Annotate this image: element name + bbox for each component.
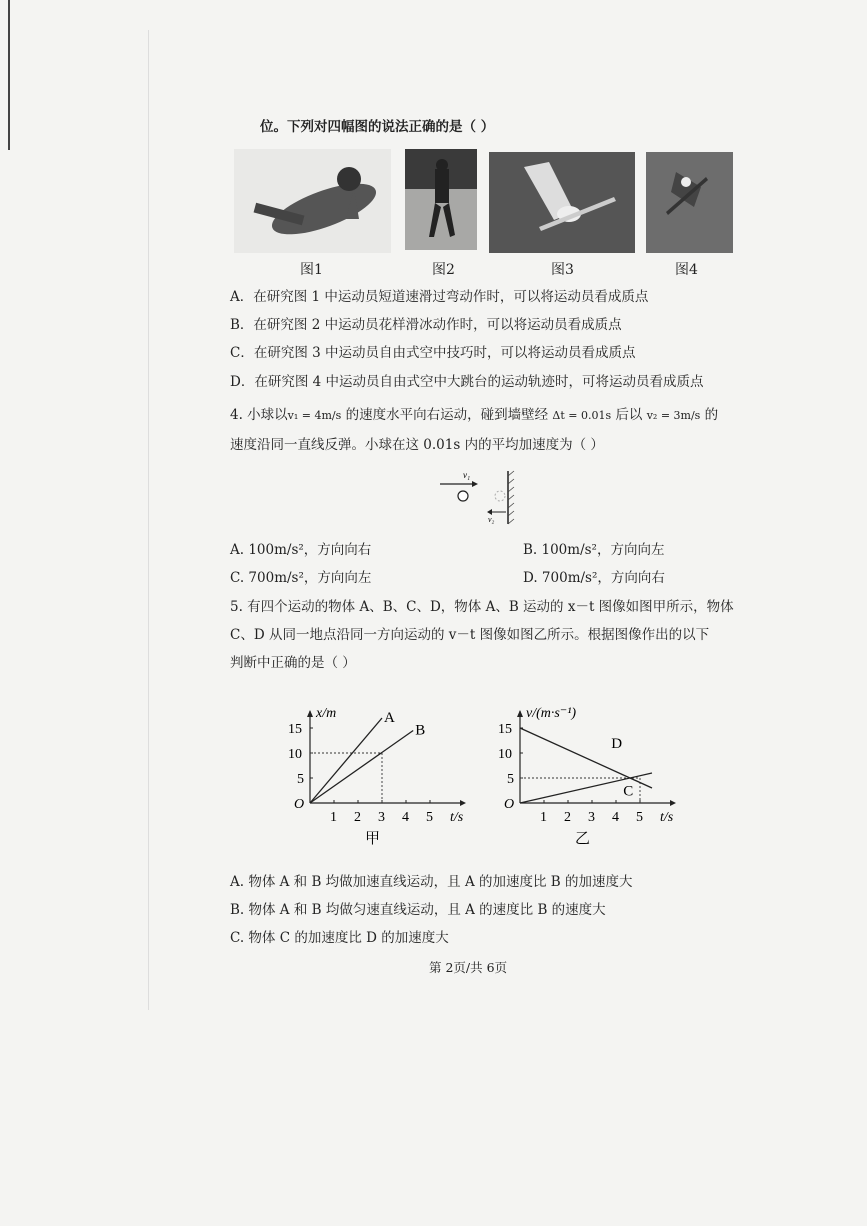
x-tick-label: 5	[426, 810, 433, 825]
x-tick-label: 3	[588, 810, 595, 825]
q4-option-b: B. 100m/s²，方向向左	[523, 542, 665, 558]
y-tick-label: 15	[498, 722, 512, 737]
q4-v1-formula: v₁ = 4m/s	[287, 409, 342, 422]
q3-option-b: B．在研究图 2 中运动员花样滑冰动作时，可以将运动员看成质点	[230, 317, 622, 333]
q3-option-d: D．在研究图 4 中运动员自由式空中大跳台的运动轨迹时，可将运动员看成质点	[230, 374, 704, 390]
q3-option-c: C．在研究图 3 中运动员自由式空中技巧时，可以将运动员看成质点	[230, 345, 636, 361]
y-axis-label: x/m	[316, 706, 337, 721]
q4-option-c: C. 700m/s²，方向向左	[230, 570, 372, 586]
series-line-d	[520, 728, 652, 788]
x-tick-label: 3	[378, 810, 385, 825]
q4-text-a: 4. 小球以	[230, 407, 288, 423]
figure-4-photo	[646, 152, 733, 253]
question-intro: 位。下列对四幅图的说法正确的是（ ）	[260, 119, 495, 135]
q4-option-d: D. 700m/s²，方向向右	[523, 570, 665, 586]
chart-caption: 甲	[365, 831, 381, 847]
chart-jia	[280, 698, 480, 868]
y-axis-arrow	[517, 710, 523, 717]
q5-line-1: 5. 有四个运动的物体 A、B、C、D，物体 A、B 运动的 x－t 图像如图甲所示，物体	[230, 599, 734, 615]
q5-line-2: C、D 从同一地点沿同一方向运动的 v－t 图像如图乙所示。根据图像作出的以下	[230, 627, 710, 643]
page-footer: 第 2页/共 6页	[429, 960, 508, 975]
x-axis-arrow	[670, 800, 676, 806]
q5-option-c: C. 物体 C 的加速度比 D 的加速度大	[230, 930, 449, 946]
v1-arrow-head	[472, 481, 478, 487]
origin-label: O	[504, 797, 515, 812]
aerial-skier-image	[489, 152, 635, 253]
figure-3-caption: 图3	[551, 262, 574, 278]
x-tick-label: 4	[402, 810, 409, 825]
x-axis-label: t/s	[660, 810, 674, 825]
margin-line	[148, 30, 149, 1010]
q4-line-1	[230, 406, 718, 425]
q5-line-3: 判断中正确的是（ ）	[230, 655, 356, 671]
v2-label: v₂	[488, 515, 495, 524]
chart-yi	[490, 698, 690, 868]
page-edge-shadow	[8, 0, 10, 150]
figure-1-photo	[234, 149, 391, 253]
figure-2-photo	[405, 149, 477, 250]
big-air-skier-image	[646, 152, 733, 253]
y-tick-label: 10	[498, 747, 512, 762]
y-tick-label: 15	[288, 722, 302, 737]
origin-label: O	[294, 797, 305, 812]
q4-line-2: 速度沿同一直线反弹。小球在这 0.01s 内的平均加速度为（ ）	[230, 437, 604, 453]
x-axis-arrow	[460, 800, 466, 806]
x-tick-label: 1	[330, 810, 337, 825]
skater-2-image	[405, 149, 477, 250]
q4-text-d: 的	[704, 407, 719, 423]
q4-text-c: 后以	[615, 407, 643, 423]
q4-v2-formula: v₂ = 3m/s	[646, 409, 701, 422]
figure-4-caption: 图4	[675, 262, 698, 278]
v1-label: v₁	[463, 470, 471, 480]
x-tick-label: 2	[354, 810, 361, 825]
q4-dt-formula: Δt = 0.01s	[552, 409, 612, 422]
x-tick-label: 5	[636, 810, 643, 825]
figure-1-caption: 图1	[300, 262, 323, 278]
y-axis-label: v/(m·s⁻¹)	[526, 706, 577, 721]
skater-1-image	[234, 149, 391, 253]
x-tick-label: 2	[564, 810, 571, 825]
figure-3-photo	[489, 152, 635, 253]
series-label-b: B	[415, 722, 426, 739]
y-tick-label: 10	[288, 747, 302, 762]
q4-option-a: A. 100m/s²，方向向右	[230, 542, 372, 558]
wall-hatching	[508, 471, 514, 524]
y-tick-label: 5	[297, 772, 304, 787]
ball-at-wall	[495, 491, 505, 501]
series-label-a: A	[384, 710, 395, 726]
wall-ball-diagram	[430, 466, 530, 530]
ball	[458, 491, 468, 501]
figure-2-caption: 图2	[432, 262, 455, 278]
series-label-c: C	[623, 783, 634, 800]
q3-option-a: A．在研究图 1 中运动员短道速滑过弯动作时，可以将运动员看成质点	[230, 289, 649, 305]
q5-option-b: B. 物体 A 和 B 均做匀速直线运动，且 A 的速度比 B 的速度大	[230, 902, 606, 918]
y-tick-label: 5	[507, 772, 514, 787]
chart-caption: 乙	[575, 831, 591, 847]
series-label-d: D	[611, 736, 623, 752]
x-axis-label: t/s	[450, 810, 464, 825]
y-axis-arrow	[307, 710, 313, 717]
q4-text-b: 的速度水平向右运动，碰到墙壁经	[345, 407, 549, 423]
x-tick-label: 4	[612, 810, 619, 825]
q5-option-a: A. 物体 A 和 B 均做加速直线运动，且 A 的加速度比 B 的加速度大	[230, 874, 633, 890]
x-tick-label: 1	[540, 810, 547, 825]
